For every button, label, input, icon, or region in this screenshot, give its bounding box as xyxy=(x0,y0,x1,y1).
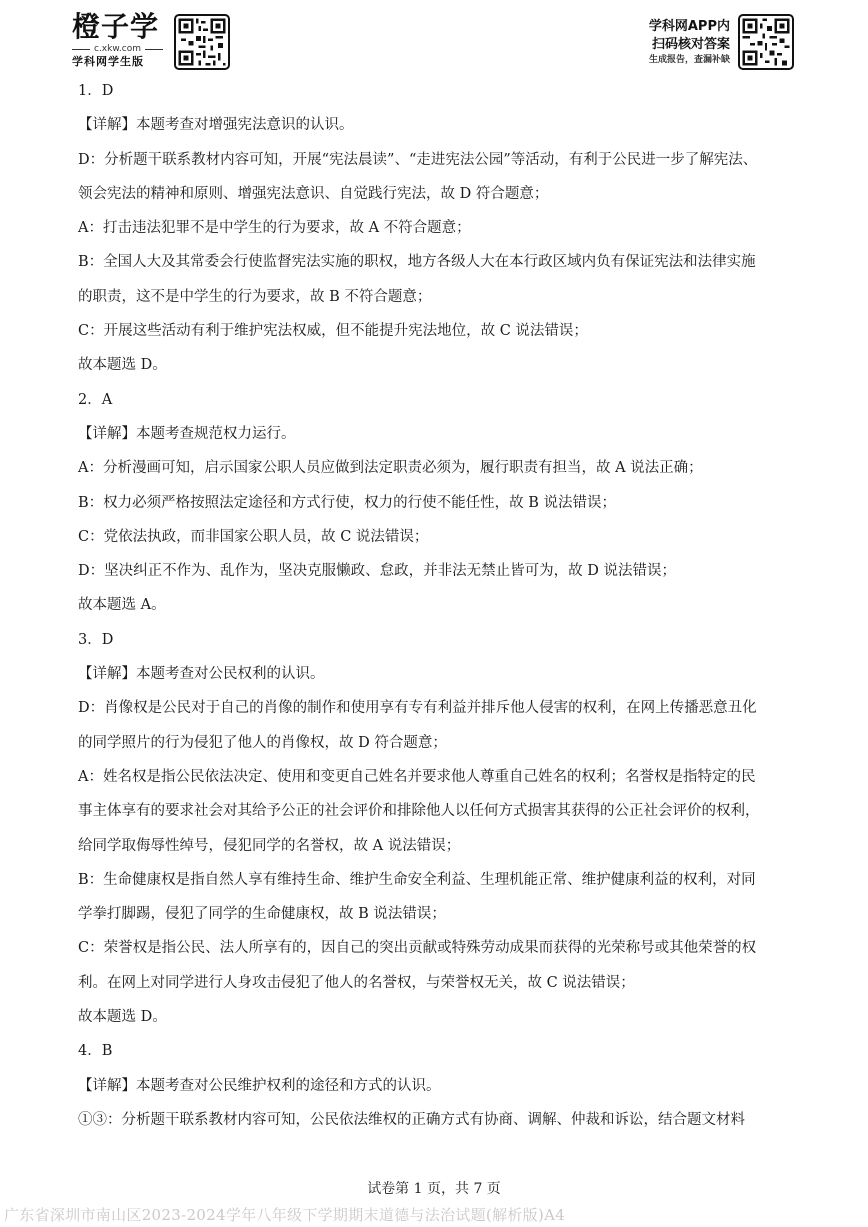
text-line: C：荣誉权是指公民、法人所享有的，因自己的突出贡献或特殊劳动成果而获得的光荣称号或其他荣誉的权 xyxy=(78,940,757,957)
text-line: D：分析题干联系教材内容可知，开展“宪法晨读”、“走进宪法公园”等活动，有利于公民进一步了解宪法、 xyxy=(78,151,758,168)
qr-code-icon xyxy=(738,14,794,70)
text-line: D：坚决纠正不作为、乱作为，坚决克服懒政、怠政，并非法无禁止皆可为，故 D 说法错误； xyxy=(78,563,676,580)
text-line: 学拳打脚踢，侵犯了同学的生命健康权，故 B 说法错误； xyxy=(78,906,446,923)
text-line: C：党依法执政，而非国家公职人员，故 C 说法错误； xyxy=(78,528,429,545)
text-line: 故本题选 A。 xyxy=(78,597,166,614)
logo-url xyxy=(72,43,172,55)
document-watermark: 广东省深圳市南山区2023-2024学年八年级下学期期末道德与法治试题(解析版)A4 xyxy=(4,1206,566,1224)
logo-subtitle: 学科网学生版 xyxy=(72,55,144,68)
text-line: 3．D xyxy=(78,631,114,648)
logo-title: 橙子学 xyxy=(72,10,160,43)
page-footer: 试卷第 1 页，共 7 页 xyxy=(367,1181,501,1197)
text-line: 利。在网上对同学进行人身攻击侵犯了他人的名誉权，与荣誉权无关，故 C 说法错误； xyxy=(78,974,635,991)
text-line: 故本题选 D。 xyxy=(78,357,167,374)
text-line: 1．D xyxy=(78,83,114,99)
text-line: A：打击违法犯罪不是中学生的行为要求，故 A 不符合题意； xyxy=(78,220,471,237)
text-line: 【详解】本题考查对公民维护权利的途径和方式的认识。 xyxy=(78,1077,441,1094)
xkw-logo xyxy=(72,12,172,72)
logo-url-text: c.xkw.com xyxy=(94,44,141,54)
text-line: A：分析漫画可知，启示国家公职人员应做到法定职责必须为，履行职责有担当，故 A 说法正确； xyxy=(78,460,703,477)
app-promo xyxy=(649,18,730,67)
text-line: 的同学照片的行为侵犯了他人的肖像权，故 D 符合题意； xyxy=(78,734,447,751)
text-line: 4．B xyxy=(78,1043,113,1060)
app-promo-line3: 生成报告，查漏补缺 xyxy=(648,55,730,65)
text-line: 领会宪法的精神和原则、增强宪法意识、自觉践行宪法，故 D 符合题意； xyxy=(78,185,549,202)
answer-explanations xyxy=(78,74,798,1137)
text-line: 事主体享有的要求社会对其给予公正的社会评价和排除他人以任何方式损害其获得的公正社会评价的权利， xyxy=(78,803,760,820)
text-line: C：开展这些活动有利于维护宪法权威，但不能提升宪法地位，故 C 说法错误； xyxy=(78,323,588,340)
page-header xyxy=(0,0,868,80)
text-line: 故本题选 D。 xyxy=(78,1009,167,1026)
text-line: 【详解】本题考查对增强宪法意识的认识。 xyxy=(78,117,354,134)
text-line: 【详解】本题考查对公民权利的认识。 xyxy=(78,666,325,683)
text-line: B：全国人大及其常委会行使监督宪法实施的职权，地方各级人大在本行政区域内负有保证宪法和法律实施 xyxy=(78,254,756,271)
text-line: 【详解】本题考查规范权力运行。 xyxy=(78,425,296,442)
text-line: B：权力必须严格按照法定途径和方式行使，权力的行使不能任性，故 B 说法错误； xyxy=(78,494,617,511)
text-line: D：肖像权是公民对于自己的肖像的制作和使用享有专有利益并排斥他人侵害的权利，在网上传播恶意丑化 xyxy=(78,700,757,717)
app-promo-line1: 学科网APP内 xyxy=(648,19,730,34)
text-line: 2．A xyxy=(78,391,113,408)
app-promo-line2: 扫码核对答案 xyxy=(651,37,730,52)
text-line: B：生命健康权是指自然人享有维持生命、维护生命安全利益、生理机能正常、维护健康利益的权利，对同 xyxy=(78,871,756,888)
qr-code-icon xyxy=(174,14,230,70)
text-line: 给同学取侮辱性绰号，侵犯同学的名誉权，故 A 说法错误； xyxy=(78,837,461,854)
text-line: A：姓名权是指公民依法决定、使用和变更自己姓名并要求他人尊重自己姓名的权利；名誉权是指特定的民 xyxy=(78,768,756,785)
text-line: 的职责，这不是中学生的行为要求，故 B 不符合题意； xyxy=(78,288,432,305)
text-line: ①③：分析题干联系教材内容可知，公民依法维权的正确方式有协商、调解、仲裁和诉讼，结合题文材料 xyxy=(78,1111,745,1128)
